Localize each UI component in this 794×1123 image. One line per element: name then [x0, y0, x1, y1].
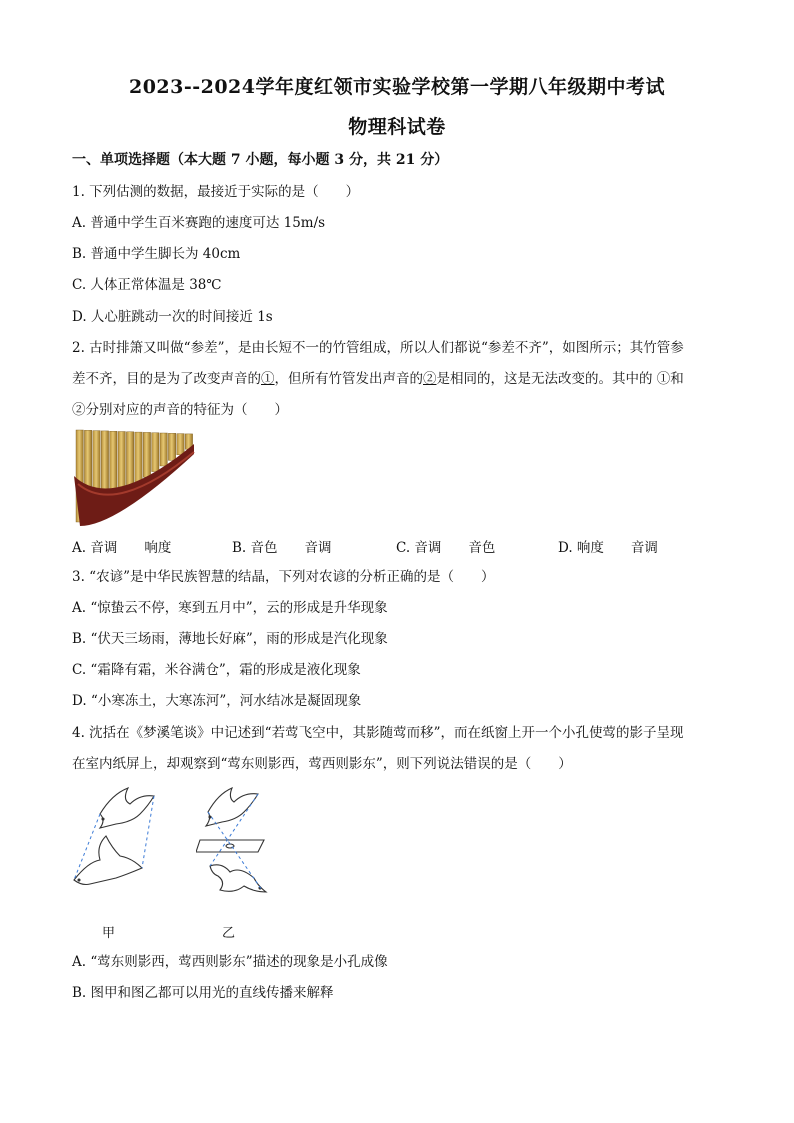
- section-heading: 一、单项选择题（本大题 7 小题，每小题 3 分，共 21 分）: [72, 152, 449, 168]
- pan-flute-tube: [143, 432, 150, 477]
- figure-jia-label: 甲: [102, 926, 116, 941]
- pan-flute-tube: [118, 432, 125, 495]
- q1-option-b: B. 普通中学生脚长为 40cm: [72, 246, 241, 262]
- q2-line2-b: ，但所有竹管发出声音的: [274, 371, 423, 387]
- pan-flute-tube: [152, 433, 159, 472]
- q3-option-c: C. “霜降有霜，米谷满仓”，霜的形成是液化现象: [72, 662, 361, 678]
- q4-option-b: B. 图甲和图乙都可以用光的直线传播来解释: [72, 985, 334, 1001]
- q2-option-b: B. 音色 音调: [232, 540, 332, 556]
- figure-jia: [70, 784, 166, 898]
- q2-blank2: ②: [423, 371, 437, 387]
- q3-option-b: B. “伏天三场雨，薄地长好麻”，雨的形成是汽化现象: [72, 631, 388, 647]
- q2-line2-c: 是相同的，这是无法改变的。其中的 ①和: [436, 371, 684, 387]
- exam-title: 2023--2024学年度红领市实验学校第一学期八年级期中考试: [128, 76, 666, 98]
- q4-option-a: A. “莺东则影西，莺西则影东”描述的现象是小孔成像: [72, 954, 388, 970]
- q2-line1: 2. 古时排箫又叫做“参差”，是由长短不一的竹管组成，所以人们都说“参差不齐”，如图所示；其竹管参: [72, 340, 684, 356]
- pan-flute-figure: [72, 426, 196, 528]
- q1-option-d: D. 人心脏跳动一次的时间接近 1s: [72, 309, 273, 325]
- q4-line1: 4. 沈括在《梦溪笔谈》中记述到“若莺飞空中，其影随莺而移”，而在纸窗上开一个小孔使莺的影子呈现: [72, 725, 684, 741]
- q2-blank1: ①: [261, 371, 275, 387]
- q1-option-c: C. 人体正常体温是 38℃: [72, 277, 222, 293]
- q2-options: [72, 536, 732, 556]
- pan-flute-tube: [160, 433, 167, 466]
- pan-flute-tube: [168, 433, 175, 460]
- q2-option-c: C. 音调 音色: [396, 540, 496, 556]
- q2-line3: ②分别对应的声音的特征为（ ）: [72, 402, 288, 418]
- pan-flute-tube: [126, 432, 133, 489]
- q3-option-d: D. “小寒冻土，大寒冻河”，河水结冰是凝固现象: [72, 693, 362, 709]
- q2-line2: [72, 369, 732, 389]
- q1-stem: 1. 下列估测的数据，最接近于实际的是（ ）: [72, 184, 360, 200]
- q4-line2: 在室内纸屏上，却观察到“莺东则影西，莺西则影东”，则下列说法错误的是（ ）: [72, 756, 572, 772]
- pan-flute-tube: [135, 432, 142, 483]
- figure-yi: [196, 782, 272, 904]
- q1-option-a: A. 普通中学生百米赛跑的速度可达 15m/s: [72, 215, 326, 231]
- q2-option-d: D. 响度 音调: [558, 540, 658, 556]
- exam-subtitle: 物理科试卷: [348, 116, 446, 138]
- q3-option-a: A. “惊蛰云不停，寒到五月中”，云的形成是升华现象: [72, 600, 388, 616]
- q3-stem: 3. “农谚”是中华民族智慧的结晶，下列对农谚的分析正确的是（ ）: [72, 569, 495, 585]
- pan-flute-tube: [177, 434, 184, 455]
- figure-yi-label: 乙: [222, 926, 236, 941]
- q2-option-a: A. 音调 响度: [72, 540, 172, 556]
- q2-line2-a: 差不齐，目的是为了改变声音的: [72, 371, 261, 387]
